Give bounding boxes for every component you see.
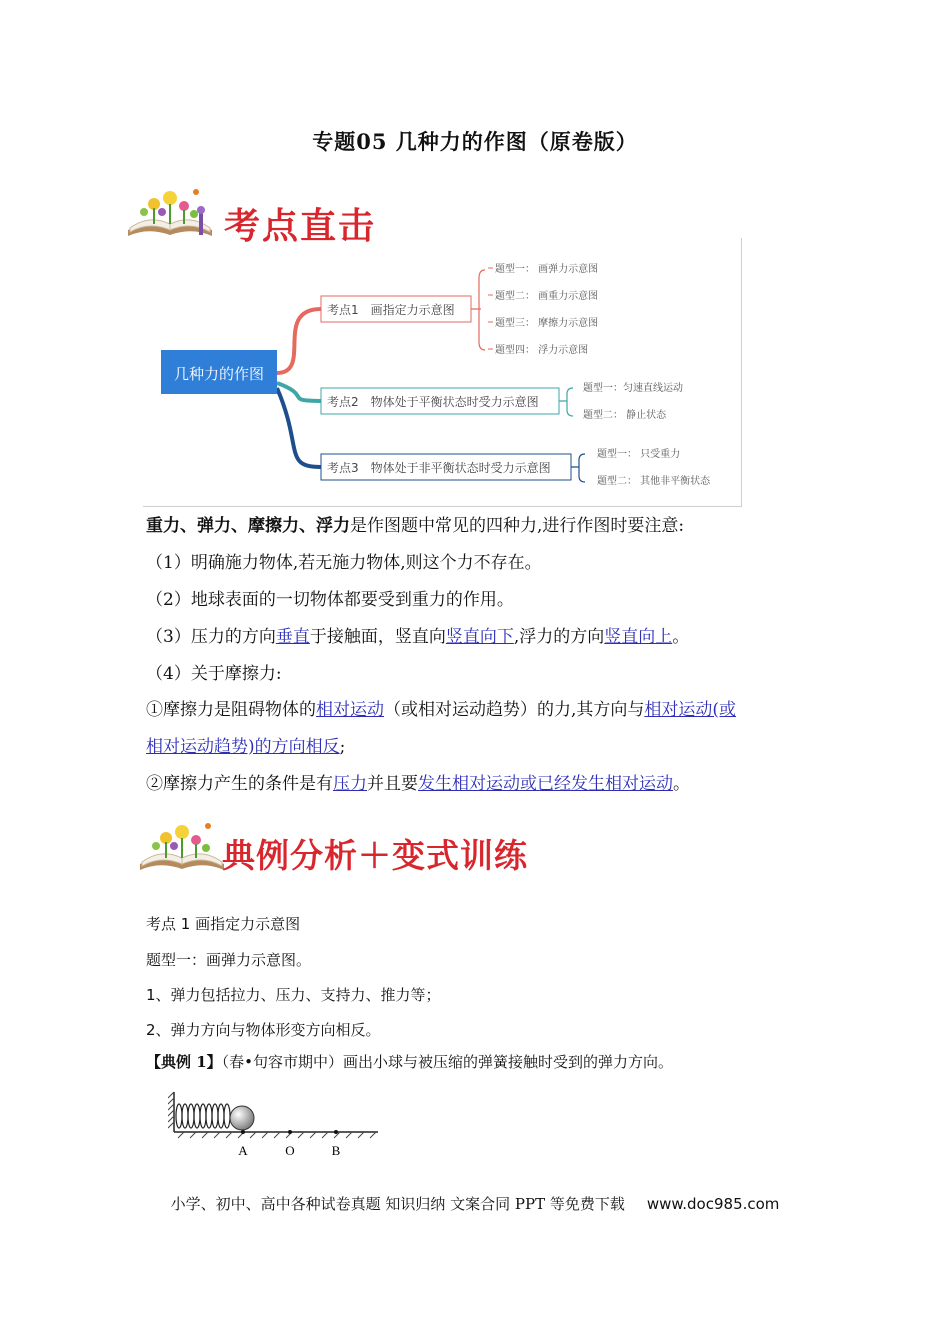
mindmap-k1-item: 题型二： 画重力示意图 — [495, 291, 599, 302]
page-title: 专题05 几种力的作图（原卷版） — [312, 129, 638, 154]
link-fangxiang-xiangfan[interactable]: 相对运动趋势)的方向相反 — [146, 737, 340, 757]
note-2: （2）地球表面的一切物体都要受到重力的作用。 — [146, 590, 514, 610]
note-4: （4）关于摩擦力: — [146, 664, 282, 684]
spring-ball-figure — [168, 1088, 382, 1162]
link-shuzhi-xiang-xia[interactable]: 竖直向下 — [445, 627, 514, 647]
mindmap-k2-item: 题型一：匀速直线运动 — [583, 383, 683, 394]
link-xiangdui-yundong[interactable]: 相对运动 — [316, 700, 384, 720]
example-1 — [146, 1050, 673, 1074]
footer — [0, 1193, 950, 1214]
tixing-heading: 题型一：画弹力示意图。 — [146, 951, 312, 969]
example-label: 【典例 1】 — [146, 1053, 222, 1071]
footer-url[interactable]: www.doc985.com — [646, 1195, 780, 1213]
friction-2: ②摩擦力产生的条件是有压力并且要发生相对运动或已经发生相对运动。 — [146, 774, 690, 794]
mindmap-diagram — [143, 238, 741, 506]
footer-text: 小学、初中、高中各种试卷真题 知识归纳 文案合同 PPT 等免费下载 — [170, 1195, 625, 1213]
four-forces: 重力、弹力、摩擦力、浮力 — [146, 516, 350, 536]
link-shuzhi-xiang-shang[interactable]: 竖直向上 — [604, 627, 673, 647]
branch-k1 — [277, 309, 321, 373]
banner-kaodian: 考点直击 — [224, 206, 377, 247]
link-chuizhi[interactable]: 垂直 — [275, 627, 310, 647]
link-yali[interactable]: 压力 — [333, 774, 367, 794]
friction-1: ①摩擦力是阻碍物体的相对运动（或相对运动趋势）的力,其方向与相对运动(或 — [146, 700, 737, 720]
kaodian-heading: 考点 1 画指定力示意图 — [146, 915, 301, 933]
point-1: 1、弹力包括拉力、压力、支持力、推力等； — [146, 986, 441, 1004]
ball — [230, 1106, 254, 1130]
mindmap-k3-item: 题型二： 其他非平衡状态 — [597, 476, 711, 487]
book-flowers-icon — [136, 818, 228, 876]
note-3: （3）压力的方向垂直于接触面，竖直向竖直向下,浮力的方向竖直向上。 — [146, 627, 690, 647]
mindmap-k1-item: 题型三： 摩擦力示意图 — [495, 318, 599, 329]
banner-dianli: 典例分析＋变式训练 — [222, 836, 528, 875]
point-label-a: A — [238, 1143, 248, 1158]
mindmap-root: 几种力的作图 — [173, 365, 265, 383]
spring — [176, 1104, 230, 1128]
notes-intro: 重力、弹力、摩擦力、浮力是作图题中常见的四种力,进行作图时要注意: — [146, 516, 685, 536]
mindmap-k1-item: 题型四： 浮力示意图 — [495, 345, 589, 356]
friction-1-cont: 相对运动趋势)的方向相反; — [146, 737, 346, 757]
link-fasheng-xiangdui-yundong[interactable]: 发生相对运动或已经发生相对运动 — [418, 774, 673, 794]
point-2: 2、弹力方向与物体形变方向相反。 — [146, 1021, 381, 1039]
example-text: （春•句容市期中）画出小球与被压缩的弹簧接触时受到的弹力方向。 — [221, 1053, 674, 1071]
mindmap-k3-item: 题型一： 只受重力 — [597, 449, 681, 460]
mindmap — [143, 238, 742, 507]
point-label-b: B — [331, 1143, 341, 1158]
mindmap-k2-item: 题型二： 静止状态 — [583, 410, 667, 421]
branch-k2 — [277, 383, 321, 401]
mindmap-k3: 考点3 物体处于非平衡状态时受力示意图 — [327, 461, 551, 475]
flower-stalk-icon — [193, 205, 209, 235]
mindmap-k1: 考点1 画指定力示意图 — [327, 303, 455, 317]
mindmap-k2: 考点2 物体处于平衡状态时受力示意图 — [327, 395, 539, 409]
mindmap-k1-item: 题型一： 画弹力示意图 — [495, 264, 599, 275]
link-xiangdui-yundong-2[interactable]: 相对运动(或 — [644, 700, 737, 720]
note-1: （1）明确施力物体,若无施力物体,则这个力不存在。 — [146, 553, 542, 573]
point-label-o: O — [285, 1143, 295, 1158]
